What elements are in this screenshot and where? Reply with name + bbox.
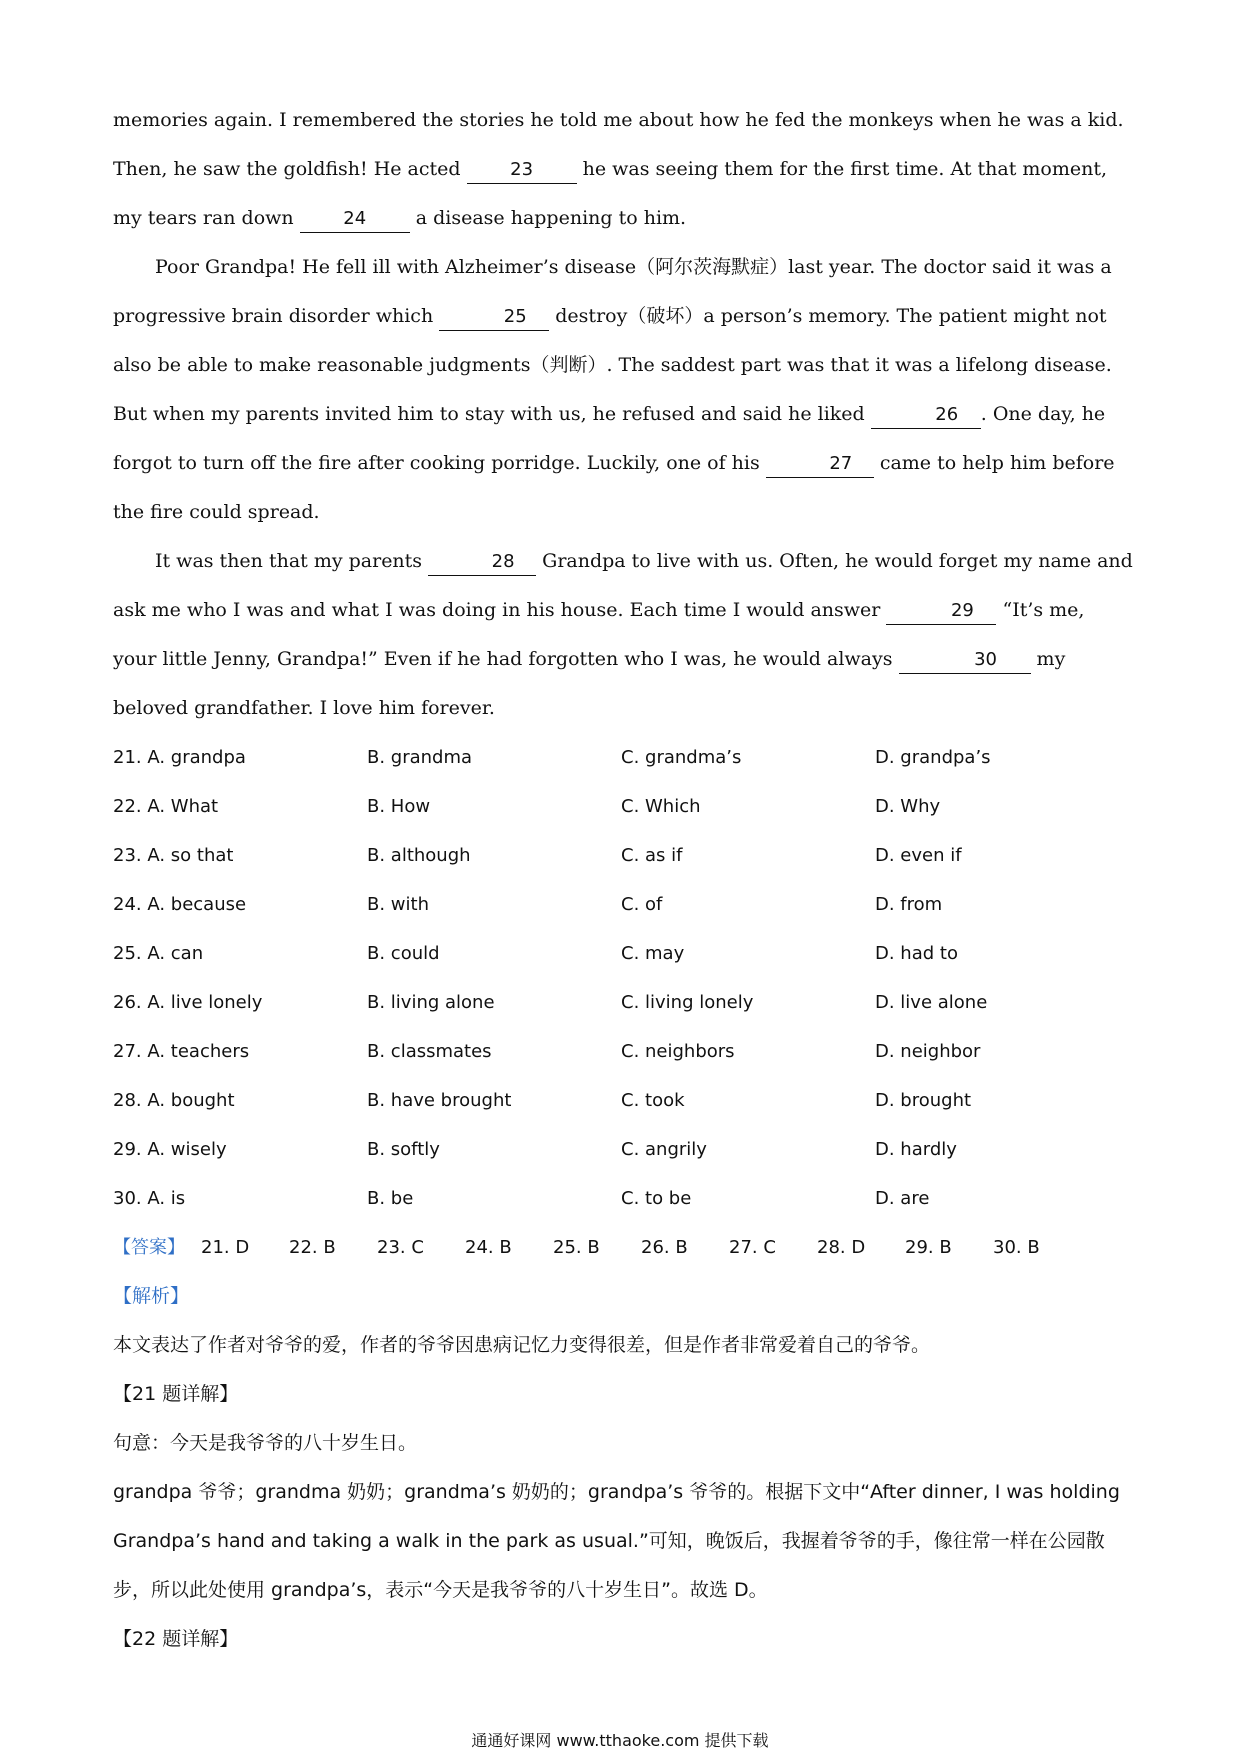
option-b: B. could bbox=[367, 943, 440, 964]
passage-text: destroy（破坏）a person’s memory. The patient might not also be able to make reasonable judgments（判断）. The saddest part was that it was a lifelong disease. But when my parents invited him to stay with us, he refused and said he liked bbox=[113, 305, 1112, 425]
passage-text: memories again. I remembered the stories he told me about how he fed the monkeys when he was a kid. Then, he saw the goldfish! He acted bbox=[113, 109, 1124, 180]
option-d: D. live alone bbox=[875, 992, 988, 1013]
analysis-label: 【解析】 bbox=[113, 1285, 190, 1307]
blank-24: 24 bbox=[300, 206, 410, 233]
passage-text: Grandpa to live with us. Often, he would forget my name and ask me who I was and what I was doing in his house. Each time I would answer bbox=[113, 550, 1133, 621]
option-c: C. as if bbox=[621, 845, 683, 866]
analysis-summary: 本文表达了作者对爷爷的爱，作者的爷爷因患病记忆力变得很差，但是作者非常爱着自己的爷爷。 bbox=[113, 1334, 931, 1356]
option-b: B. have brought bbox=[367, 1090, 512, 1111]
option-d: D. neighbor bbox=[875, 1041, 981, 1062]
answer-item: 22. B bbox=[289, 1237, 336, 1258]
passage-text: a disease happening to him. bbox=[409, 207, 687, 229]
option-c: C. neighbors bbox=[621, 1041, 735, 1062]
option-d: D. brought bbox=[875, 1090, 972, 1111]
option-b: B. be bbox=[367, 1188, 414, 1209]
passage-paragraph-3 bbox=[113, 537, 1133, 733]
passage-text: he was seeing them for the first time. At that moment, my tears ran down bbox=[113, 158, 1108, 229]
option-a: 25. A. can bbox=[113, 943, 204, 964]
question-options bbox=[113, 733, 1133, 1223]
option-b: B. classmates bbox=[367, 1041, 492, 1062]
option-d: D. grandpa’s bbox=[875, 747, 991, 768]
answer-item: 24. B bbox=[465, 1237, 512, 1258]
blank-29: 29 bbox=[886, 598, 996, 625]
passage-text: Poor Grandpa! He fell ill with Alzheimer’s disease（阿尔茨海默症）last year. The doctor said it was a progressive brain disorder which bbox=[113, 256, 1112, 327]
option-d: D. from bbox=[875, 894, 943, 915]
option-b: B. How bbox=[367, 796, 431, 817]
option-d: D. Why bbox=[875, 796, 941, 817]
answer-item: 27. C bbox=[729, 1237, 776, 1258]
answer-item: 26. B bbox=[641, 1237, 688, 1258]
option-c: C. living lonely bbox=[621, 992, 754, 1013]
option-a: 30. A. is bbox=[113, 1188, 186, 1209]
answer-label: 【答案】 bbox=[113, 1237, 185, 1258]
passage-text: “It’s me, your little Jenny, Grandpa!” Even if he had forgotten who I was, he would always bbox=[113, 599, 1085, 670]
answer-item: 21. D bbox=[201, 1237, 250, 1258]
q21-detail-label: 【21 题详解】 bbox=[113, 1383, 239, 1405]
answer-item: 29. B bbox=[905, 1237, 952, 1258]
option-b: B. living alone bbox=[367, 992, 495, 1013]
blank-23: 23 bbox=[467, 157, 577, 184]
option-c: C. Which bbox=[621, 796, 701, 817]
option-d: D. are bbox=[875, 1188, 930, 1209]
option-d: D. even if bbox=[875, 845, 962, 866]
answer-key bbox=[113, 1223, 1133, 1272]
question-row bbox=[113, 880, 1133, 929]
passage-paragraph-1 bbox=[113, 96, 1133, 243]
page-footer: 通通好课网 www.tthaoke.com 提供下载 bbox=[471, 1731, 769, 1750]
question-row bbox=[113, 1027, 1133, 1076]
option-a: 28. A. bought bbox=[113, 1090, 235, 1111]
question-row bbox=[113, 831, 1133, 880]
passage-text: came to help him before the fire could spread. bbox=[113, 452, 1115, 523]
option-a: 27. A. teachers bbox=[113, 1041, 250, 1062]
blank-26: 26 bbox=[871, 402, 981, 429]
option-b: B. grandma bbox=[367, 747, 473, 768]
answer-item: 28. D bbox=[817, 1237, 866, 1258]
blank-28: 28 bbox=[428, 549, 536, 576]
answer-item: 25. B bbox=[553, 1237, 600, 1258]
option-d: D. had to bbox=[875, 943, 958, 964]
question-row bbox=[113, 733, 1133, 782]
blank-25: 25 bbox=[439, 304, 549, 331]
option-a: 21. A. grandpa bbox=[113, 747, 246, 768]
passage-paragraph-2 bbox=[113, 243, 1133, 537]
question-row bbox=[113, 1076, 1133, 1125]
option-a: 24. A. because bbox=[113, 894, 247, 915]
blank-30: 30 bbox=[899, 647, 1031, 674]
option-c: C. of bbox=[621, 894, 663, 915]
option-a: 29. A. wisely bbox=[113, 1139, 227, 1160]
option-b: B. with bbox=[367, 894, 429, 915]
q21-detail: grandpa 爷爷；grandma 奶奶；grandma’s 奶奶的；grandpa’s 爷爷的。根据下文中“After dinner, I was holding Grandpa’s hand and taking a walk in the park as usual.”可知，晚饭后，我握着爷爷的手，像往常一样在公园散步，所以此处使用 grandpa’s，表示“今天是我爷爷的八十岁生日”。故选 D。 bbox=[113, 1481, 1120, 1601]
passage-text: It was then that my parents bbox=[155, 550, 429, 572]
option-c: C. angrily bbox=[621, 1139, 707, 1160]
option-a: 26. A. live lonely bbox=[113, 992, 263, 1013]
question-row bbox=[113, 929, 1133, 978]
option-c: C. took bbox=[621, 1090, 685, 1111]
option-c: C. to be bbox=[621, 1188, 692, 1209]
option-a: 23. A. so that bbox=[113, 845, 234, 866]
option-c: C. grandma’s bbox=[621, 747, 742, 768]
question-row bbox=[113, 1125, 1133, 1174]
q22-detail-label: 【22 题详解】 bbox=[113, 1628, 239, 1650]
option-b: B. softly bbox=[367, 1139, 440, 1160]
blank-27: 27 bbox=[766, 451, 874, 478]
passage-text: my beloved grandfather. I love him forever. bbox=[113, 648, 1066, 719]
option-b: B. although bbox=[367, 845, 471, 866]
question-row bbox=[113, 782, 1133, 831]
document-page bbox=[113, 96, 1133, 1664]
question-row bbox=[113, 978, 1133, 1027]
q21-meaning: 句意：今天是我爷爷的八十岁生日。 bbox=[113, 1432, 418, 1454]
option-c: C. may bbox=[621, 943, 685, 964]
question-row bbox=[113, 1174, 1133, 1223]
answer-item: 30. B bbox=[993, 1237, 1040, 1258]
passage-text: . One day, he forgot to turn off the fire after cooking porridge. Luckily, one of his bbox=[113, 403, 1106, 474]
option-d: D. hardly bbox=[875, 1139, 957, 1160]
option-a: 22. A. What bbox=[113, 796, 219, 817]
answer-item: 23. C bbox=[377, 1237, 424, 1258]
